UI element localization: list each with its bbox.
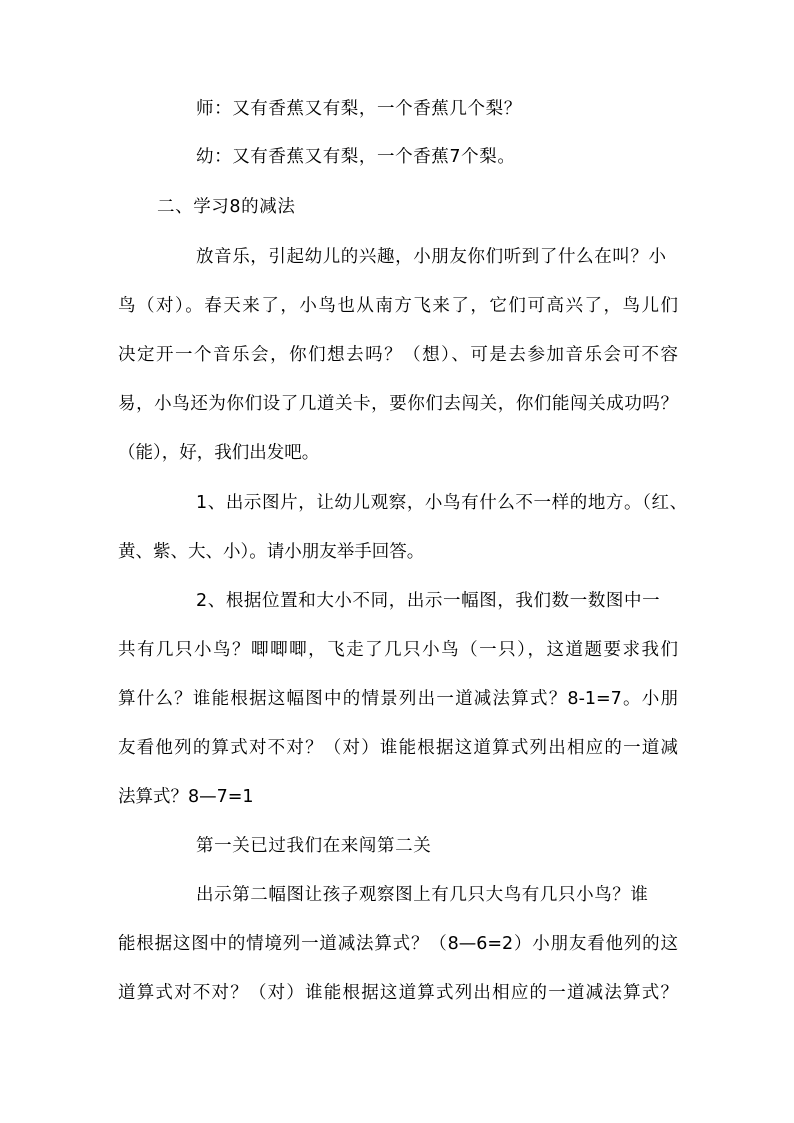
paragraph-line: （能），好，我们出发吧。 bbox=[118, 443, 320, 463]
step-two-line: 友看他列的算式对不对？（对）谁能根据这道算式列出相应的一道减 bbox=[118, 738, 678, 758]
paragraph-line: 能根据这图中的情境列一道减法算式？（8—6=2）小朋友看他列的这 bbox=[118, 934, 678, 954]
paragraph-line: 决定开一个音乐会，你们想去吗？（想）、可是去参加音乐会可不容 bbox=[118, 345, 678, 365]
step-two-line: 算什么？谁能根据这幅图中的情景列出一道减法算式？8-1=7。小朋 bbox=[118, 689, 678, 709]
paragraph-line: 出示第二幅图让孩子观察图上有几只大鸟有几只小鸟？谁 bbox=[196, 885, 649, 905]
paragraph-line: 道算式对不对？（对）谁能根据这道算式列出相应的一道减法算式？ bbox=[118, 983, 678, 1003]
step-one-line: 黄、紫、大、小）。请小朋友举手回答。 bbox=[118, 542, 425, 562]
dialogue-teacher: 师：又有香蕉又有梨，一个香蕉几个梨？ bbox=[196, 99, 522, 119]
paragraph-line: 放音乐，引起幼儿的兴趣，小朋友你们听到了什么在叫？小 bbox=[196, 247, 667, 267]
level-transition: 第一关已过我们在来闯第二关 bbox=[196, 836, 432, 856]
step-two-line: 共有几只小鸟？唧唧唧，飞走了几只小鸟（一只），这道题要求我们 bbox=[118, 640, 678, 660]
step-two-line: 2、根据位置和大小不同，出示一幅图，我们数一数图中一 bbox=[196, 591, 661, 611]
step-one-line: 1、出示图片，让幼儿观察，小鸟有什么不一样的地方。（红、 bbox=[196, 493, 688, 513]
step-two-line: 法算式？8—7=1 bbox=[118, 787, 254, 807]
paragraph-line: 易，小鸟还为你们设了几道关卡，要你们去闯关，你们能闯关成功吗？ bbox=[118, 394, 678, 414]
paragraph-line: 鸟（对）。春天来了，小鸟也从南方飞来了，它们可高兴了，鸟儿们 bbox=[118, 296, 678, 316]
dialogue-child: 幼：又有香蕉又有梨，一个香蕉7个梨。 bbox=[196, 147, 516, 167]
section-heading: 二、学习8的减法 bbox=[157, 197, 296, 217]
